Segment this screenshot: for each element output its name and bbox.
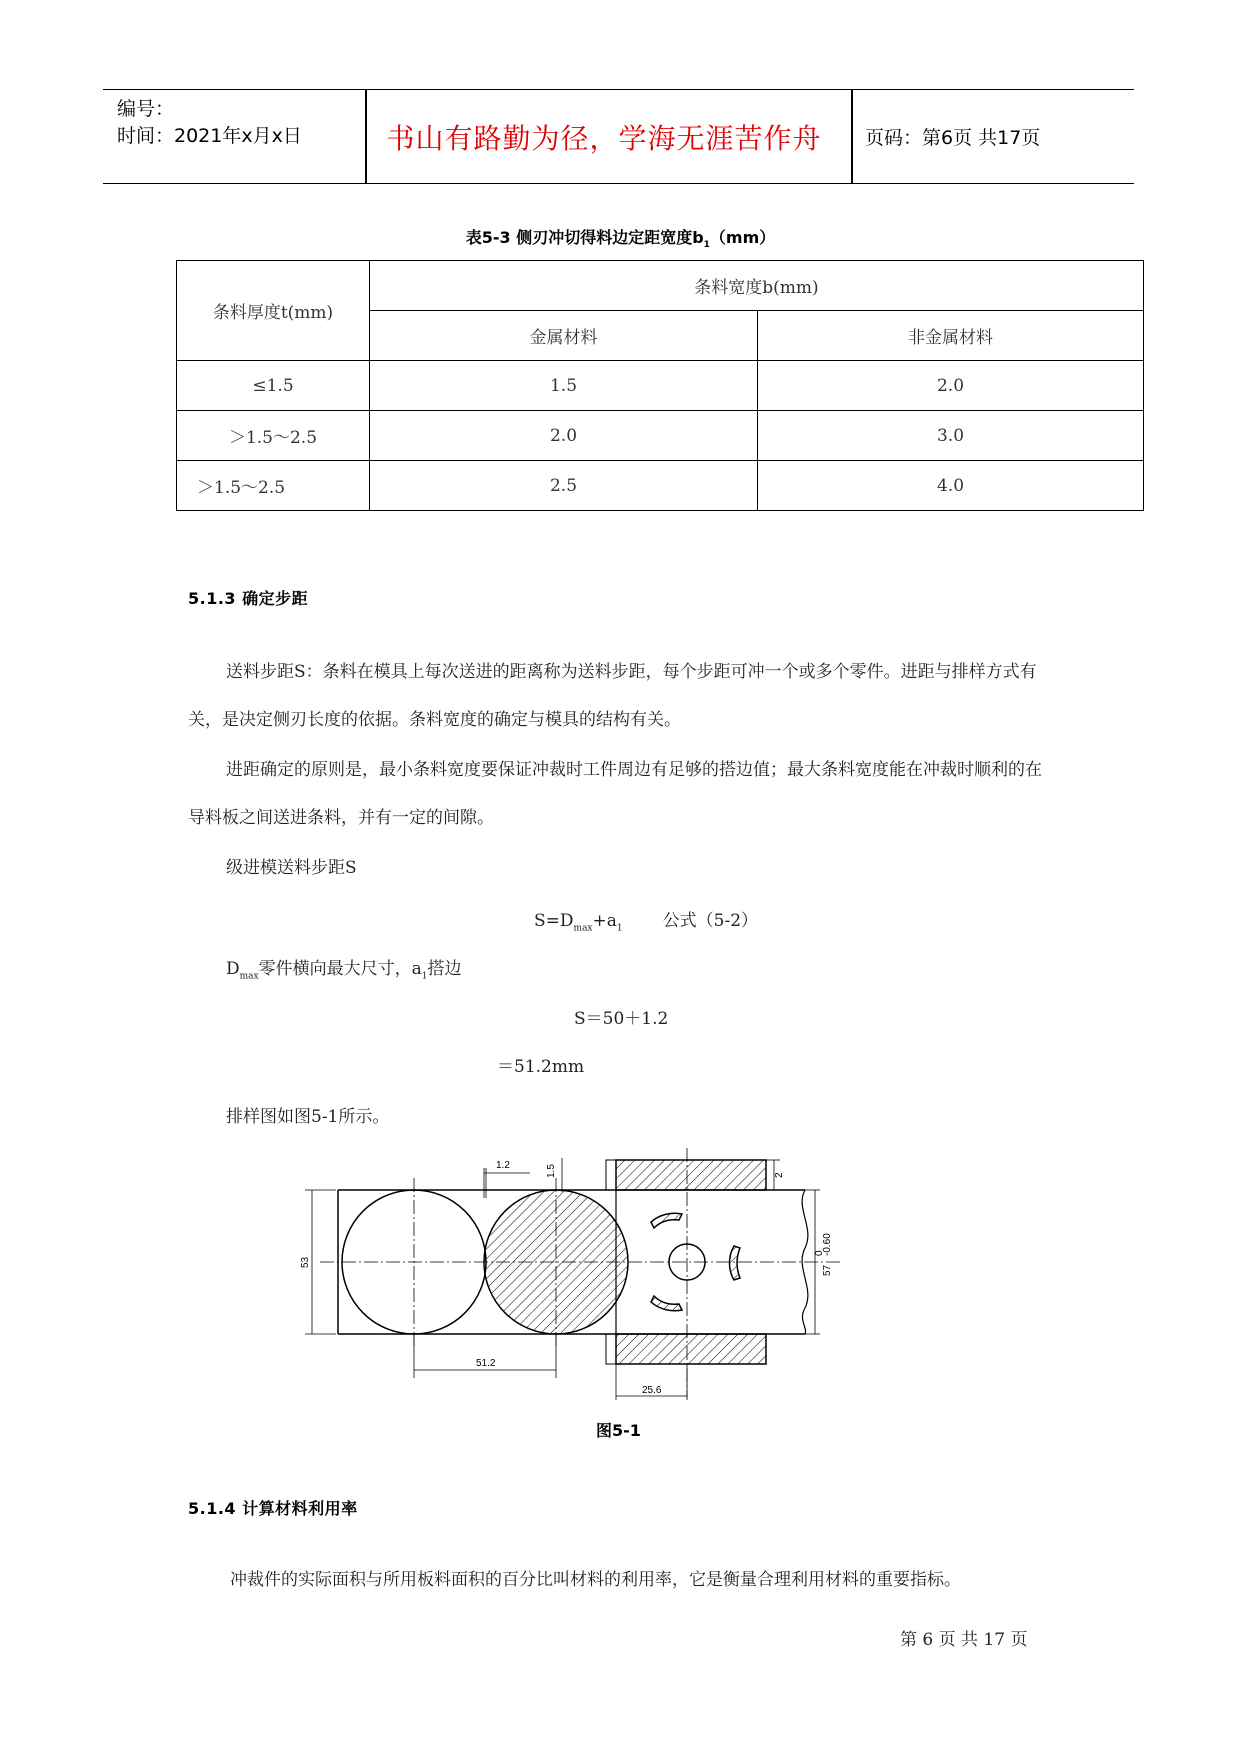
cell-metal: 2.5 bbox=[370, 461, 758, 511]
side-cutter-bottom bbox=[616, 1334, 766, 1364]
dim-1-5: 1.5 bbox=[546, 1164, 557, 1178]
paragraph-progressive: 级进模送料步距S bbox=[226, 858, 357, 878]
table-row bbox=[177, 361, 1144, 411]
section-heading-514: 5.1.4 计算材料利用率 bbox=[188, 1499, 358, 1518]
header-meta bbox=[117, 96, 302, 150]
calculation-result: ＝51.2mm bbox=[497, 1057, 585, 1077]
slot-top bbox=[651, 1213, 682, 1228]
header-page-number: 页码：第6页 共17页 bbox=[865, 127, 1041, 149]
cell-nonmetal: 4.0 bbox=[758, 461, 1144, 511]
slot-right bbox=[730, 1246, 741, 1280]
header-time: 时间：2021年x月x日 bbox=[117, 125, 302, 147]
col-nonmetal-header: 非金属材料 bbox=[758, 311, 1144, 361]
table-row bbox=[177, 461, 1144, 511]
page-header bbox=[103, 89, 1134, 184]
header-number: 编号： bbox=[117, 98, 175, 120]
cell-thickness: ＞1.5～2.5 bbox=[177, 461, 370, 511]
cell-metal: 2.0 bbox=[370, 411, 758, 461]
table-row bbox=[177, 411, 1144, 461]
table-header-row bbox=[177, 261, 1144, 311]
dim-57: 57 bbox=[822, 1264, 833, 1276]
dim-57-tol-upper: 0 bbox=[814, 1250, 825, 1256]
header-motto: 书山有路勤为径，学海无涯苦作舟 bbox=[386, 121, 822, 155]
col-metal-header: 金属材料 bbox=[370, 311, 758, 361]
side-cutter-top bbox=[616, 1160, 766, 1190]
cell-nonmetal: 3.0 bbox=[758, 411, 1144, 461]
cell-thickness: ＞1.5～2.5 bbox=[177, 411, 370, 461]
dim-2: 2 bbox=[774, 1172, 785, 1178]
group-header-cell: 条料宽度b(mm) bbox=[370, 261, 1144, 311]
margin-width-table bbox=[176, 260, 1144, 511]
strip-layout-diagram bbox=[300, 1148, 920, 1408]
paragraph-step: 送料步距S：条料在模具上每次送进的距离称为送料步距，每个步距可冲一个或多个零件。进距与排样方式有关，是决定侧刃长度的依据。条料宽度的确定与模具的结构有关。 bbox=[188, 662, 1037, 730]
row-header-cell: 条料厚度t(mm) bbox=[177, 261, 370, 361]
cell-thickness: ≤1.5 bbox=[177, 361, 370, 411]
dmax-definition: $D_{max}$零件横向最大尺寸，$a_1$搭边 bbox=[226, 959, 462, 982]
page-footer: 第 6 页 共 17 页 bbox=[900, 1630, 1028, 1650]
header-divider bbox=[851, 90, 853, 183]
dim-25-6: 25.6 bbox=[642, 1385, 662, 1396]
cell-nonmetal: 2.0 bbox=[758, 361, 1144, 411]
paragraph-principle: 进距确定的原则是，最小条料宽度要保证冲裁时工件周边有足够的搭边值；最大条料宽度能在冲裁时顺利的在导料板之间送进条料，并有一定的间隙。 bbox=[188, 760, 1042, 828]
figure-reference: 排样图如图5-1所示。 bbox=[226, 1107, 390, 1127]
table-caption: 表5-3 侧刃冲切得料边定距宽度$b_1(mm)$ bbox=[465, 228, 776, 251]
dim-51-2: 51.2 bbox=[476, 1358, 496, 1369]
formula-5-2: $S=D_{max}+a_1$ 公式（5-2） bbox=[534, 911, 759, 934]
section-heading-513: 5.1.3 确定步距 bbox=[188, 589, 309, 608]
slot-bottom bbox=[651, 1296, 682, 1311]
dim-53: 53 bbox=[300, 1256, 311, 1268]
cell-metal: 1.5 bbox=[370, 361, 758, 411]
calculation-line: S＝50＋1.2 bbox=[574, 1009, 669, 1029]
dim-57-tol-lower: -0.60 bbox=[822, 1233, 833, 1256]
paragraph-utilization: 冲裁件的实际面积与所用板料面积的百分比叫材料的利用率，它是衡量合理利用材料的重要指标。 bbox=[230, 1570, 961, 1590]
dim-1-2: 1.2 bbox=[496, 1160, 510, 1171]
figure-caption: 图5-1 bbox=[596, 1421, 641, 1440]
